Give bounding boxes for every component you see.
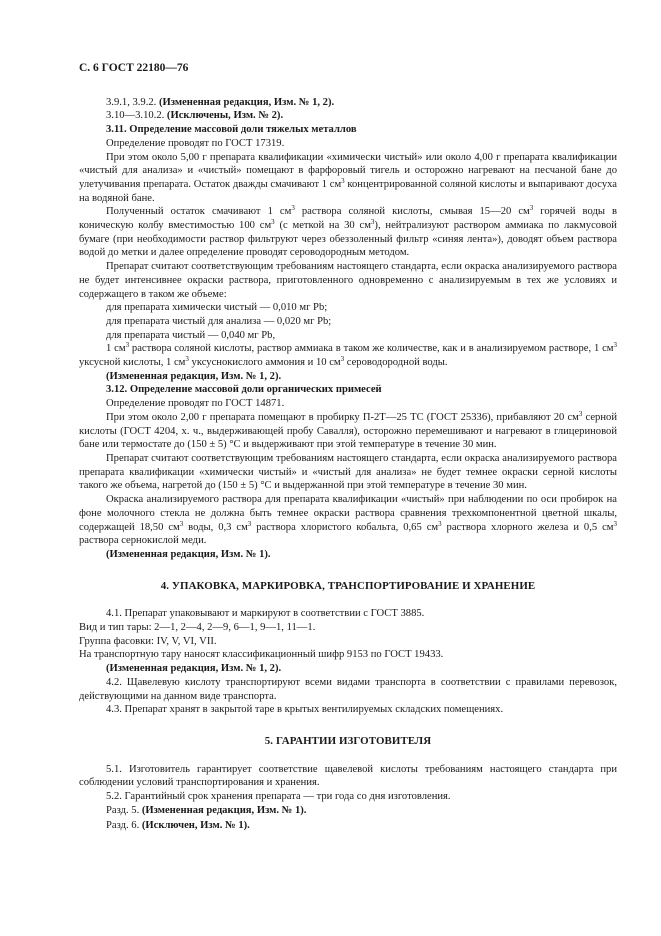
section-3-12-gost: Определение проводят по ГОСТ 14871. (106, 398, 285, 410)
section-3-12-para-2: Препарат считают соответствующим требованиям настоящего стандарта, если окраска анализируемого раствора препарата квалификации «химически чистый» и «чистый для анализа» не будет темнее окраски серной кислоты такого же объема, нагретой до (150 ± 5) °С и выдержанной при этой температуре в течение 30 мин. (79, 452, 617, 492)
section-3-11-para-2: Полученный остаток смачивают 1 $см^3$ раствора соляной кислоты, смывая 15—20 $см^3$ горячей воды в коническую колбу вместимостью 100 $см^3$ (с меткой на 30 $см^3$), нейтрализуют раствором аммиака по лакмусовой бумаге (при необходимости раствор фильтруют через обеззоленный фильтр «синяя лента»), доводят объем раствора водой до метки и далее определение проводят сероводородным методом. (79, 204, 618, 259)
edition-note: (Измененная редакция, Изм. № 1, 2). (106, 663, 282, 675)
clause-3-10: 3.10—3.10.2. (Исключены, Изм. № 2). (106, 110, 284, 122)
list-item: Вид и тип тары: 2—1, 2—4, 2—9, 6—1, 9—1, 11—1. (79, 622, 316, 634)
clause-5-1: 5.1. Изготовитель гарантирует соответствие щавелевой кислоты требованиям настоящего стандарта при соблюдении условий транспортирования и хранения. (79, 763, 617, 789)
section-3-11-para-4: 1 $см^3$ раствора соляной кислоты, раствор аммиака в таком же количестве, как и в анализируемом растворе, 1 $см^3$ уксусной кислоты, 1 $см^3$ уксуснокислого аммония и 10 $см^3$ сероводородной воды. (79, 341, 618, 369)
section-3-11-title: 3.11. Определение массовой доли тяжелых металлов (106, 124, 357, 136)
list-item: для препарата химически чистый — 0,010 мг Pb; (106, 302, 328, 314)
section-3-11-para-1: При этом около 5,00 г препарата квалификации «химически чистый» или около 4,00 г препарата квалификации «чистый для анализа» и «чистый» помещают в фарфоровый тигель и осторожно нагревают на песчаной бане до улетучивания препарата. Остаток дважды смачивают 1 $см^3$ концентрированной соляной кислоты и выпаривают досуха на водяной бане. (79, 151, 617, 204)
edition-note: (Измененная редакция, Изм. № 1). (106, 548, 271, 560)
section-3-12-para-3: Окраска анализируемого раствора для препарата квалификации «чистый» при наблюдении по оси пробирок на фоне молочного стекла не должна быть темнее окраски раствора сравнения трехкомпонентной цветной шкалы, содержащей 18,50 $см^3$ воды, 0,3 $см^3$ раствора хлористого кобальта, 0,65 $см^3$ раствора хлорного железа и 0,5 $см^3$ раствора сернокислой меди. (79, 494, 618, 547)
section-3-11-gost: Определение проводят по ГОСТ 17319. (106, 137, 285, 149)
list-item: для препарата чистый для анализа — 0,020 мг Pb; (106, 315, 332, 327)
clause-3-9: 3.9.1, 3.9.2. (Измененная редакция, Изм. № 1, 2). (106, 96, 335, 108)
section-3-12-title: 3.12. Определение массовой доли органических примесей (106, 384, 382, 396)
clause-4-1: 4.1. Препарат упаковывают и маркируют в соответствии с ГОСТ 3885. (106, 608, 425, 620)
list-item: для препарата чистый — 0,040 мг Pb, (106, 329, 276, 341)
list-item: Группа фасовки: IV, V, VI, VII. (79, 635, 217, 647)
section-3-11-para-3: Препарат считают соответствующим требованиям настоящего стандарта, если окраска анализируемого раствора не будет интенсивнее окраски раствора, приготовленного одновременно с анализируемым в тех же условиях и содержащего в таком же объеме: (79, 261, 617, 300)
edition-note: (Измененная редакция, Изм. № 1, 2). (106, 370, 282, 382)
page-header: С. 6 ГОСТ 22180—76 (79, 62, 189, 74)
clause-5-2: 5.2. Гарантийный срок хранения препарата — три года со дня изготовления. (106, 791, 451, 803)
clause-4-2: 4.2. Щавелевую кислоту транспортируют всеми видами транспорта в соответствии с правилами перевозок, действующими на данном виде транспорта. (79, 676, 617, 702)
section-4-title: 4. УПАКОВКА, МАРКИРОВКА, ТРАНСПОРТИРОВАНИЕ И ХРАНЕНИЕ (160, 579, 536, 592)
clause-4-3: 4.3. Препарат хранят в закрытой таре в крытых вентилируемых складских помещениях. (106, 704, 504, 716)
section-5-title: 5. ГАРАНТИИ ИЗГОТОВИТЕЛЯ (264, 734, 432, 747)
list-item: На транспортную тару наносят классификационный шифр 9153 по ГОСТ 19433. (79, 649, 444, 661)
section-5-note: Разд. 5. (Измененная редакция, Изм. № 1). (106, 804, 307, 816)
section-3-12-para-1: При этом около 2,00 г препарата помещают в пробирку П-2Т—25 ТС (ГОСТ 25336), прибавляют 20 $см^3$ серной кислоты (ГОСТ 4204, х. ч., выдерживающей пробу Савалля), осторожно перемешивают и нагревают в глицериновой бане или термостате до (150 ± 5) °С и выдерживают при этой температуре в течение 30 мин. (79, 409, 617, 451)
section-6-note: Разд. 6. (Исключен, Изм. № 1). (106, 820, 250, 832)
